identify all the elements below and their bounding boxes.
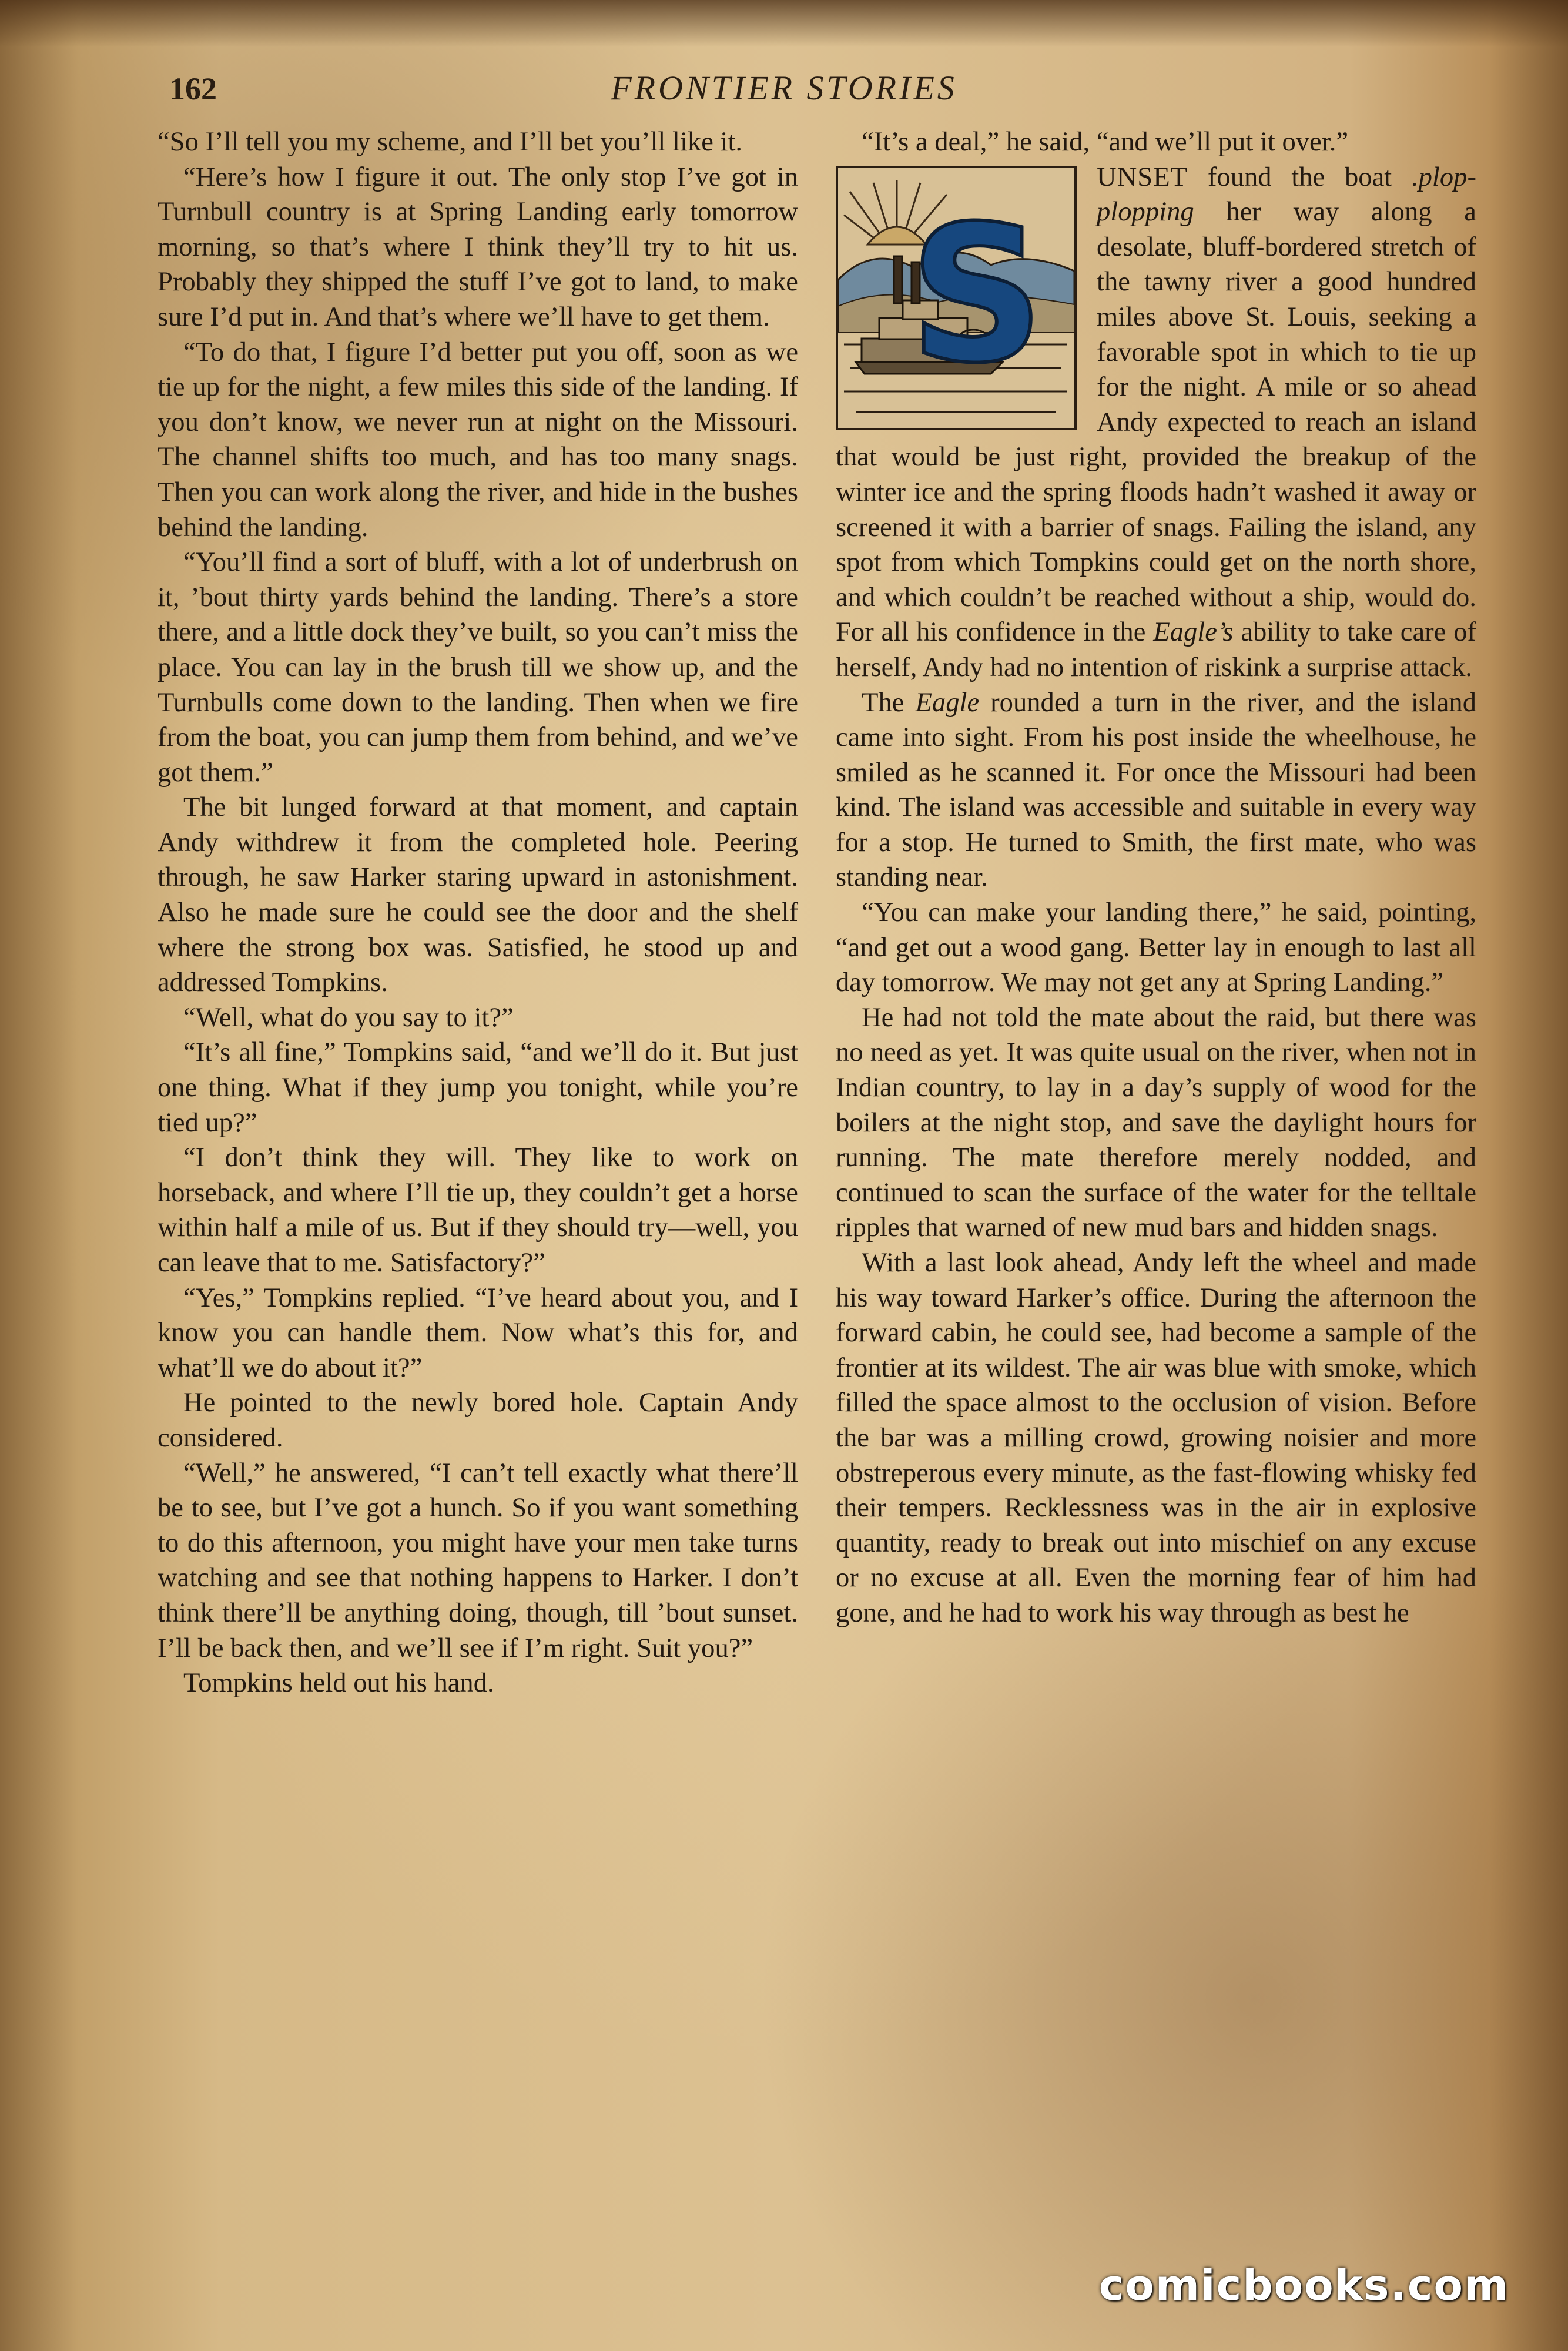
running-title: FRONTIER STORIES [611,69,957,107]
section-opening-paragraph: UNSET found the boat .plop-plopping her way along a desolate, bluff-bordered stretch of the tawny river a good hundred miles above St. Louis, seeking a favorable spot in which to tie up for the night. A mile or so ahead Andy expected to reach an island that would be just right, provided the breakup of the winter ice and the spring floods hadn’t washed it away or screened it with a barrier of snags. Failing the island, any spot from which Tompkins could get on the north shore, and which couldn’t be reached without a ship, would do. For all his confidence in the Eagle’s ability to take care of herself, Andy had no intention of riskink a surprise attack. [836,161,1476,682]
paragraph: “Yes,” Tompkins replied. “I’ve heard about you, and I know you can handle them. Now what’s this for, and what’ll we do about it?” [158,1282,798,1383]
paragraph: “I don’t think they will. They like to work on horseback, and where I’ll tie up, they couldn’t get a horse within half a mile of us. But if they should try—well, you can leave that to me. Satisfactory?” [158,1142,798,1278]
paragraph: “So I’ll tell you my scheme, and I’ll bet you’ll like it. [158,126,743,157]
page-number: 162 [169,71,217,106]
paragraph: Tompkins held out his hand. [183,1667,494,1699]
watermark: comicbooks.com [1098,2260,1509,2310]
section-lead-word: UNSET [1097,161,1188,192]
paragraph: “Well,” he answered, “I can’t tell exactly what there’ll be to see, but I’ve got a hunch. So if you want something to do this afternoon, you might have your men take turns watching and see that nothing happens to Harker. I don’t think there’ll be anything doing, though, till ’bout sunset. I’ll be back then, and we’ll see if I’m right. Suit you?” [158,1457,798,1663]
right-column [836,125,1476,1631]
paragraph: He had not told the mate about the raid, but there was no need as yet. It was quite usual on the river, when not in Indian country, to lay in a day’s supply of wood for the boilers at the night stop, and save the daylight hours for running. The mate therefore merely nodded, and continued to scan the surface of the water for the telltale ripples that warned of new mud bars and hidden snags. [836,1002,1476,1243]
left-column [158,125,798,1701]
paragraph: He pointed to the newly bored hole. Captain Andy considered. [158,1387,798,1453]
paragraph: With a last look ahead, Andy left the wheel and made his way toward Harker’s office. During the afternoon the forward cabin, he could see, had become a sample of the frontier at its wildest. The air was blue with smoke, which filled the space almost to the occlusion of vision. Before the bar was a milling crowd, growing noisier and more obstreperous every minute, as the fast-flowing whisky fed their tempers. Recklessness was in the air in explosive quantity, ready to break out into mischief on any excuse or no excuse at all. Even the morning fear of him had gone, and he had to work his way through as best he [836,1247,1476,1628]
paragraph: The bit lunged forward at that moment, and captain Andy withdrew it from the completed hole. Peering through, he saw Harker staring upward in astonishment. Also he made sure he could see the door and the shelf where the strong box was. Satisfied, he stood up and addressed Tompkins. [158,792,798,998]
drop-cap-letter: S [909,185,1045,404]
page-header [0,65,1568,112]
paragraph: “It’s a deal,” he said, “and we’ll put it over.” [862,126,1349,157]
paragraph: “Well, what do you say to it?” [183,1002,514,1033]
paragraph: “Here’s how I figure it out. The only stop I’ve got in Turnbull country is at Spring Landing early tomorrow morning, so that’s where I think they’ll try to hit us. Probably they shipped the stuff I’ve got to land, to make sure I’d put in. And that’s where we’ll have to get them. [158,161,798,332]
paragraph: “You’ll find a sort of bluff, with a lot of underbrush on it, ’bout thirty yards behind the landing. There’s a store there, and a little dock they’ve built, so you can’t miss the place. You can lay in the brush till we show up, and the Turnbulls come down to the landing. Then when we fire from the boat, you can jump them from behind, and we’ve got them.” [158,547,798,788]
paragraph: “You can make your landing there,” he said, pointing, “and get out a wood gang. Better lay in enough to last all day tomorrow. We may not get any at Spring Landing.” [836,897,1476,998]
paragraph: “To do that, I figure I’d better put you off, soon as we tie up for the night, a few miles this side of the landing. If you don’t know, we never run at night on the Missouri. The channel shifts too much, and has too many snags. Then you can work along the river, and hide in the bushes behind the landing. [158,336,798,542]
paragraph: The Eagle rounded a turn in the river, and the island came into sight. From his post inside the wheelhouse, he smiled as he scanned it. For once the Missouri had been kind. The island was accessible and suitable in every way for a stop. He turned to Smith, the first mate, who was standing near. [836,686,1476,893]
paragraph: “It’s all fine,” Tompkins said, “and we’ll do it. But just one thing. What if they jump you tonight, while you’re tied up?” [158,1037,798,1138]
drop-cap-illustration [836,166,1077,430]
